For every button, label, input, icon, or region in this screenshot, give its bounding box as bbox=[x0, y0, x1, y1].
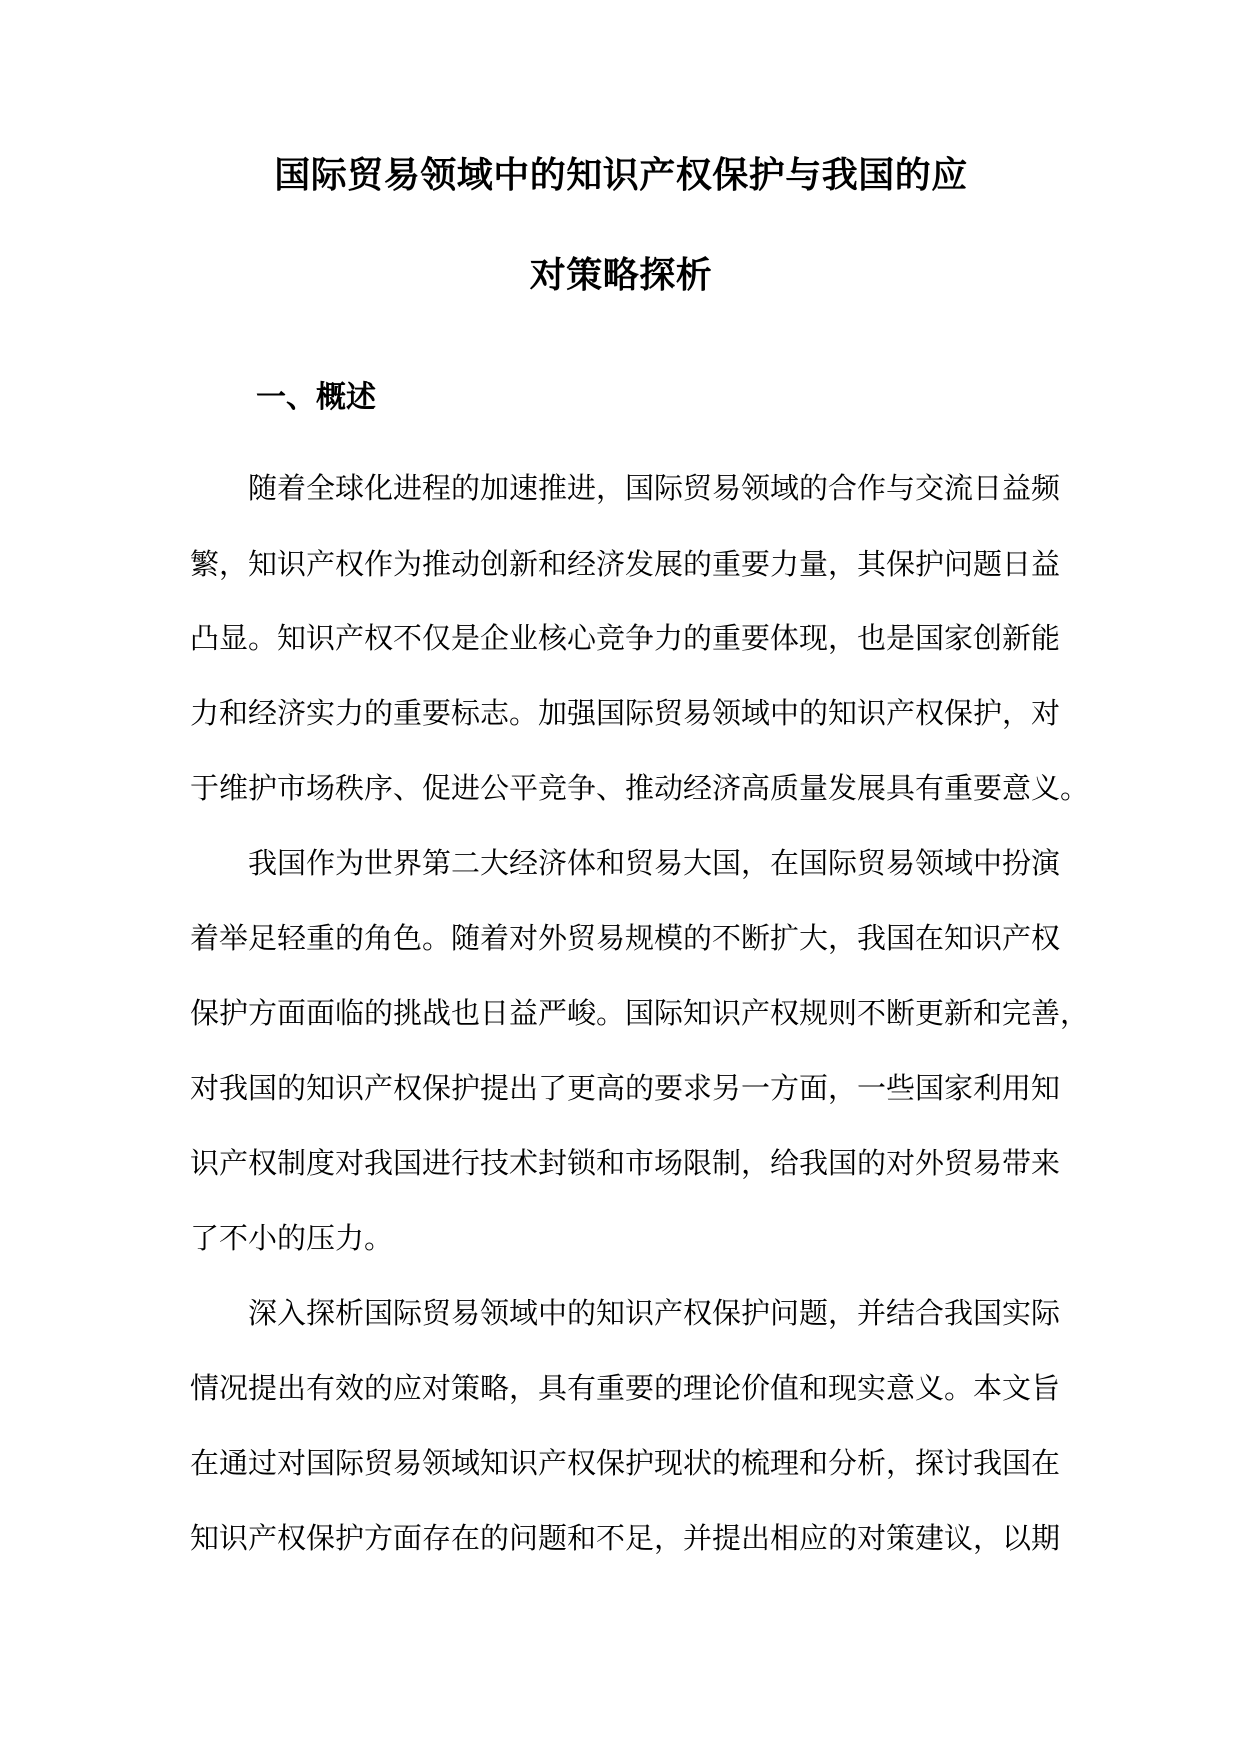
paragraph-3-line-3: 在通过对国际贸易领域知识产权保护现状的梳理和分析，探讨我国在 bbox=[190, 1446, 1061, 1480]
paragraph-2-line-1: 我国作为世界第二大经济体和贸易大国，在国际贸易领域中扮演 bbox=[248, 846, 1061, 880]
section-heading: 一、概述 bbox=[256, 380, 376, 415]
paragraph-1-line-3: 凸显。知识产权不仅是企业核心竞争力的重要体现，也是国家创新能 bbox=[190, 621, 1061, 655]
paragraph-2-line-5: 识产权制度对我国进行技术封锁和市场限制，给我国的对外贸易带来 bbox=[190, 1146, 1061, 1180]
paragraph-3-line-1: 深入探析国际贸易领域中的知识产权保护问题，并结合我国实际 bbox=[248, 1296, 1061, 1330]
document-title-line-2: 对策略探析 bbox=[529, 255, 713, 296]
paragraph-2-line-3: 保护方面面临的挑战也日益严峻。国际知识产权规则不断更新和完善， bbox=[190, 996, 1090, 1030]
document-title-line-1: 国际贸易领域中的知识产权保护与我国的应 bbox=[274, 155, 968, 196]
paragraph-1-line-1: 随着全球化进程的加速推进，国际贸易领域的合作与交流日益频 bbox=[248, 471, 1061, 505]
paragraph-3-line-2: 情况提出有效的应对策略，具有重要的理论价值和现实意义。本文旨 bbox=[190, 1371, 1061, 1405]
paragraph-2-line-4: 对我国的知识产权保护提出了更高的要求另一方面，一些国家利用知 bbox=[190, 1071, 1061, 1105]
paragraph-2-line-2: 着举足轻重的角色。随着对外贸易规模的不断扩大，我国在知识产权 bbox=[190, 921, 1061, 955]
paragraph-1-line-4: 力和经济实力的重要标志。加强国际贸易领域中的知识产权保护，对 bbox=[190, 696, 1061, 730]
paragraph-3-line-4: 知识产权保护方面存在的问题和不足，并提出相应的对策建议，以期 bbox=[190, 1521, 1061, 1555]
paragraph-1-line-2: 繁，知识产权作为推动创新和经济发展的重要力量，其保护问题日益 bbox=[190, 547, 1061, 581]
paragraph-1-line-5: 于维护市场秩序、促进公平竞争、推动经济高质量发展具有重要意义。 bbox=[190, 771, 1090, 805]
paragraph-2-line-6: 了不小的压力。 bbox=[190, 1221, 394, 1255]
